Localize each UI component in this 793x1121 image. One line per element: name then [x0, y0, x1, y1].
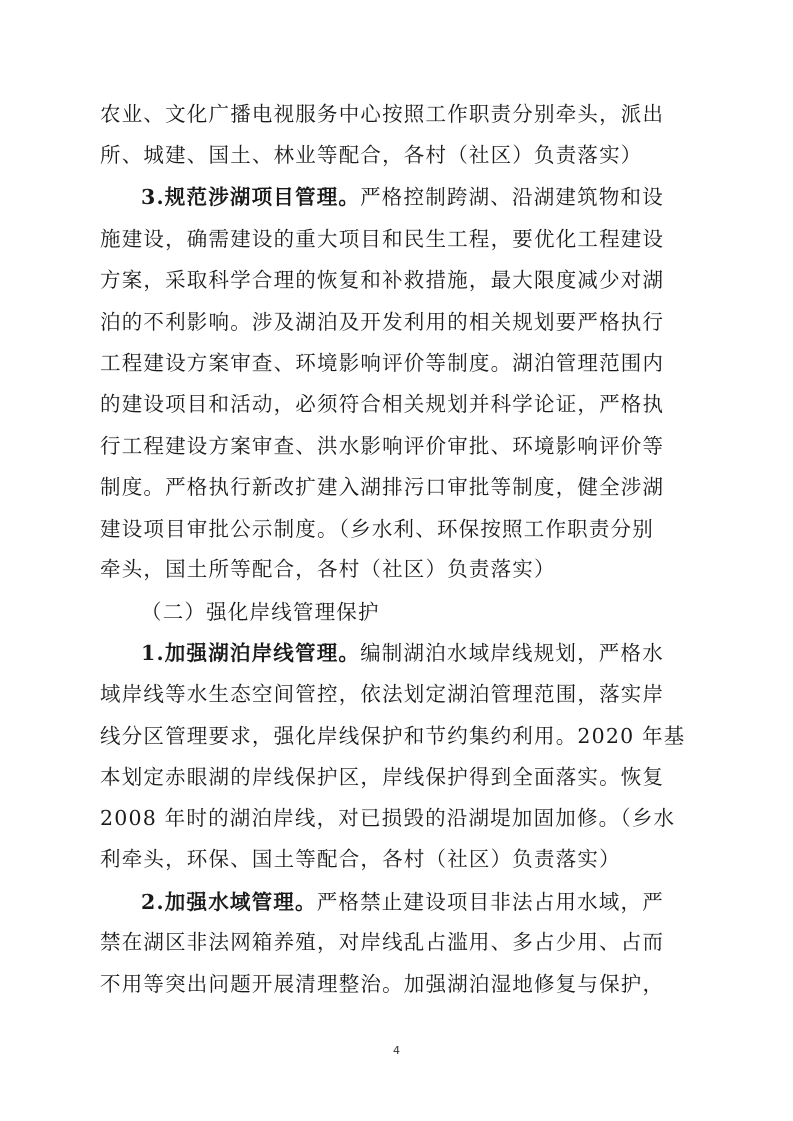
bold-heading-text: 3.规范涉湖项目管理。 — [141, 185, 361, 209]
body-text: 线分区管理要求，强化岸线保护和节约集约利用。2020 年基 — [100, 724, 686, 748]
text-line — [100, 680, 664, 708]
body-text: 不用等突出问题开展清理整治。加强湖泊湿地修复与保护， — [100, 972, 665, 996]
body-text: 的建设项目和活动，必须符合相关规划并科学论证，严格执 — [100, 392, 665, 416]
body-text: 严格控制跨湖、沿湖建筑物和设 — [360, 185, 664, 209]
body-text: 编制湖泊水域岸线规划，严格水 — [360, 641, 664, 665]
text-line — [100, 970, 664, 998]
body-text: 施建设，确需建设的重大项目和民生工程，要优化工程建设 — [100, 227, 665, 251]
body-text: 行工程建设方案审查、洪水影响评价审批、环境影响评价等 — [100, 434, 665, 458]
body-text: 禁在湖区非法网箱养殖，对岸线乱占滥用、多占少用、占而 — [100, 930, 665, 954]
text-line — [100, 804, 675, 832]
text-line — [100, 390, 664, 418]
text-line — [100, 722, 686, 750]
body-text: 所、城建、国土、林业等配合，各村（社区）负责落实） — [100, 143, 643, 167]
body-text: （二）强化岸线管理保护 — [141, 600, 380, 624]
page-number: 4 — [393, 1044, 400, 1057]
text-line — [100, 432, 664, 460]
text-line — [141, 598, 380, 626]
text-line — [100, 473, 664, 501]
text-line — [100, 763, 664, 791]
text-line — [100, 845, 621, 873]
body-text: 方案，采取科学合理的恢复和补救措施，最大限度减少对湖 — [100, 268, 665, 292]
body-text: 工程建设方案审查、环境影响评价等制度。湖泊管理范围内 — [100, 351, 665, 375]
text-line — [100, 100, 664, 128]
text-line — [100, 515, 654, 543]
text-line — [100, 349, 664, 377]
text-line — [141, 888, 664, 916]
text-line — [100, 141, 643, 169]
text-line — [100, 308, 664, 336]
bold-heading-text: 2.加强水域管理。 — [141, 890, 317, 914]
body-text: 2008 年时的湖泊岸线，对已损毁的沿湖堤加固加修。（乡水 — [100, 806, 676, 830]
body-text: 本划定赤眼湖的岸线保护区，岸线保护得到全面落实。恢复 — [100, 765, 665, 789]
text-line — [141, 183, 664, 211]
text-line — [100, 928, 664, 956]
body-text: 严格禁止建设项目非法占用水域，严 — [316, 890, 664, 914]
text-line — [100, 225, 664, 253]
body-text: 域岸线等水生态空间管控，依法划定湖泊管理范围，落实岸 — [100, 682, 665, 706]
body-text: 建设项目审批公示制度。（乡水利、环保按照工作职责分别 — [100, 517, 654, 541]
body-text: 利牵头，环保、国土等配合，各村（社区）负责落实） — [100, 847, 621, 871]
text-line — [141, 639, 664, 667]
bold-heading-text: 1.加强湖泊岸线管理。 — [141, 641, 361, 665]
body-text: 农业、文化广播电视服务中心按照工作职责分别牵头，派出 — [100, 102, 665, 126]
body-text: 泊的不利影响。涉及湖泊及开发利用的相关规划要严格执行 — [100, 310, 665, 334]
text-line — [100, 555, 556, 583]
body-text: 制度。严格执行新改扩建入湖排污口审批等制度，健全涉湖 — [100, 475, 665, 499]
text-line — [100, 266, 664, 294]
body-text: 牵头，国土所等配合，各村（社区）负责落实） — [100, 557, 556, 581]
